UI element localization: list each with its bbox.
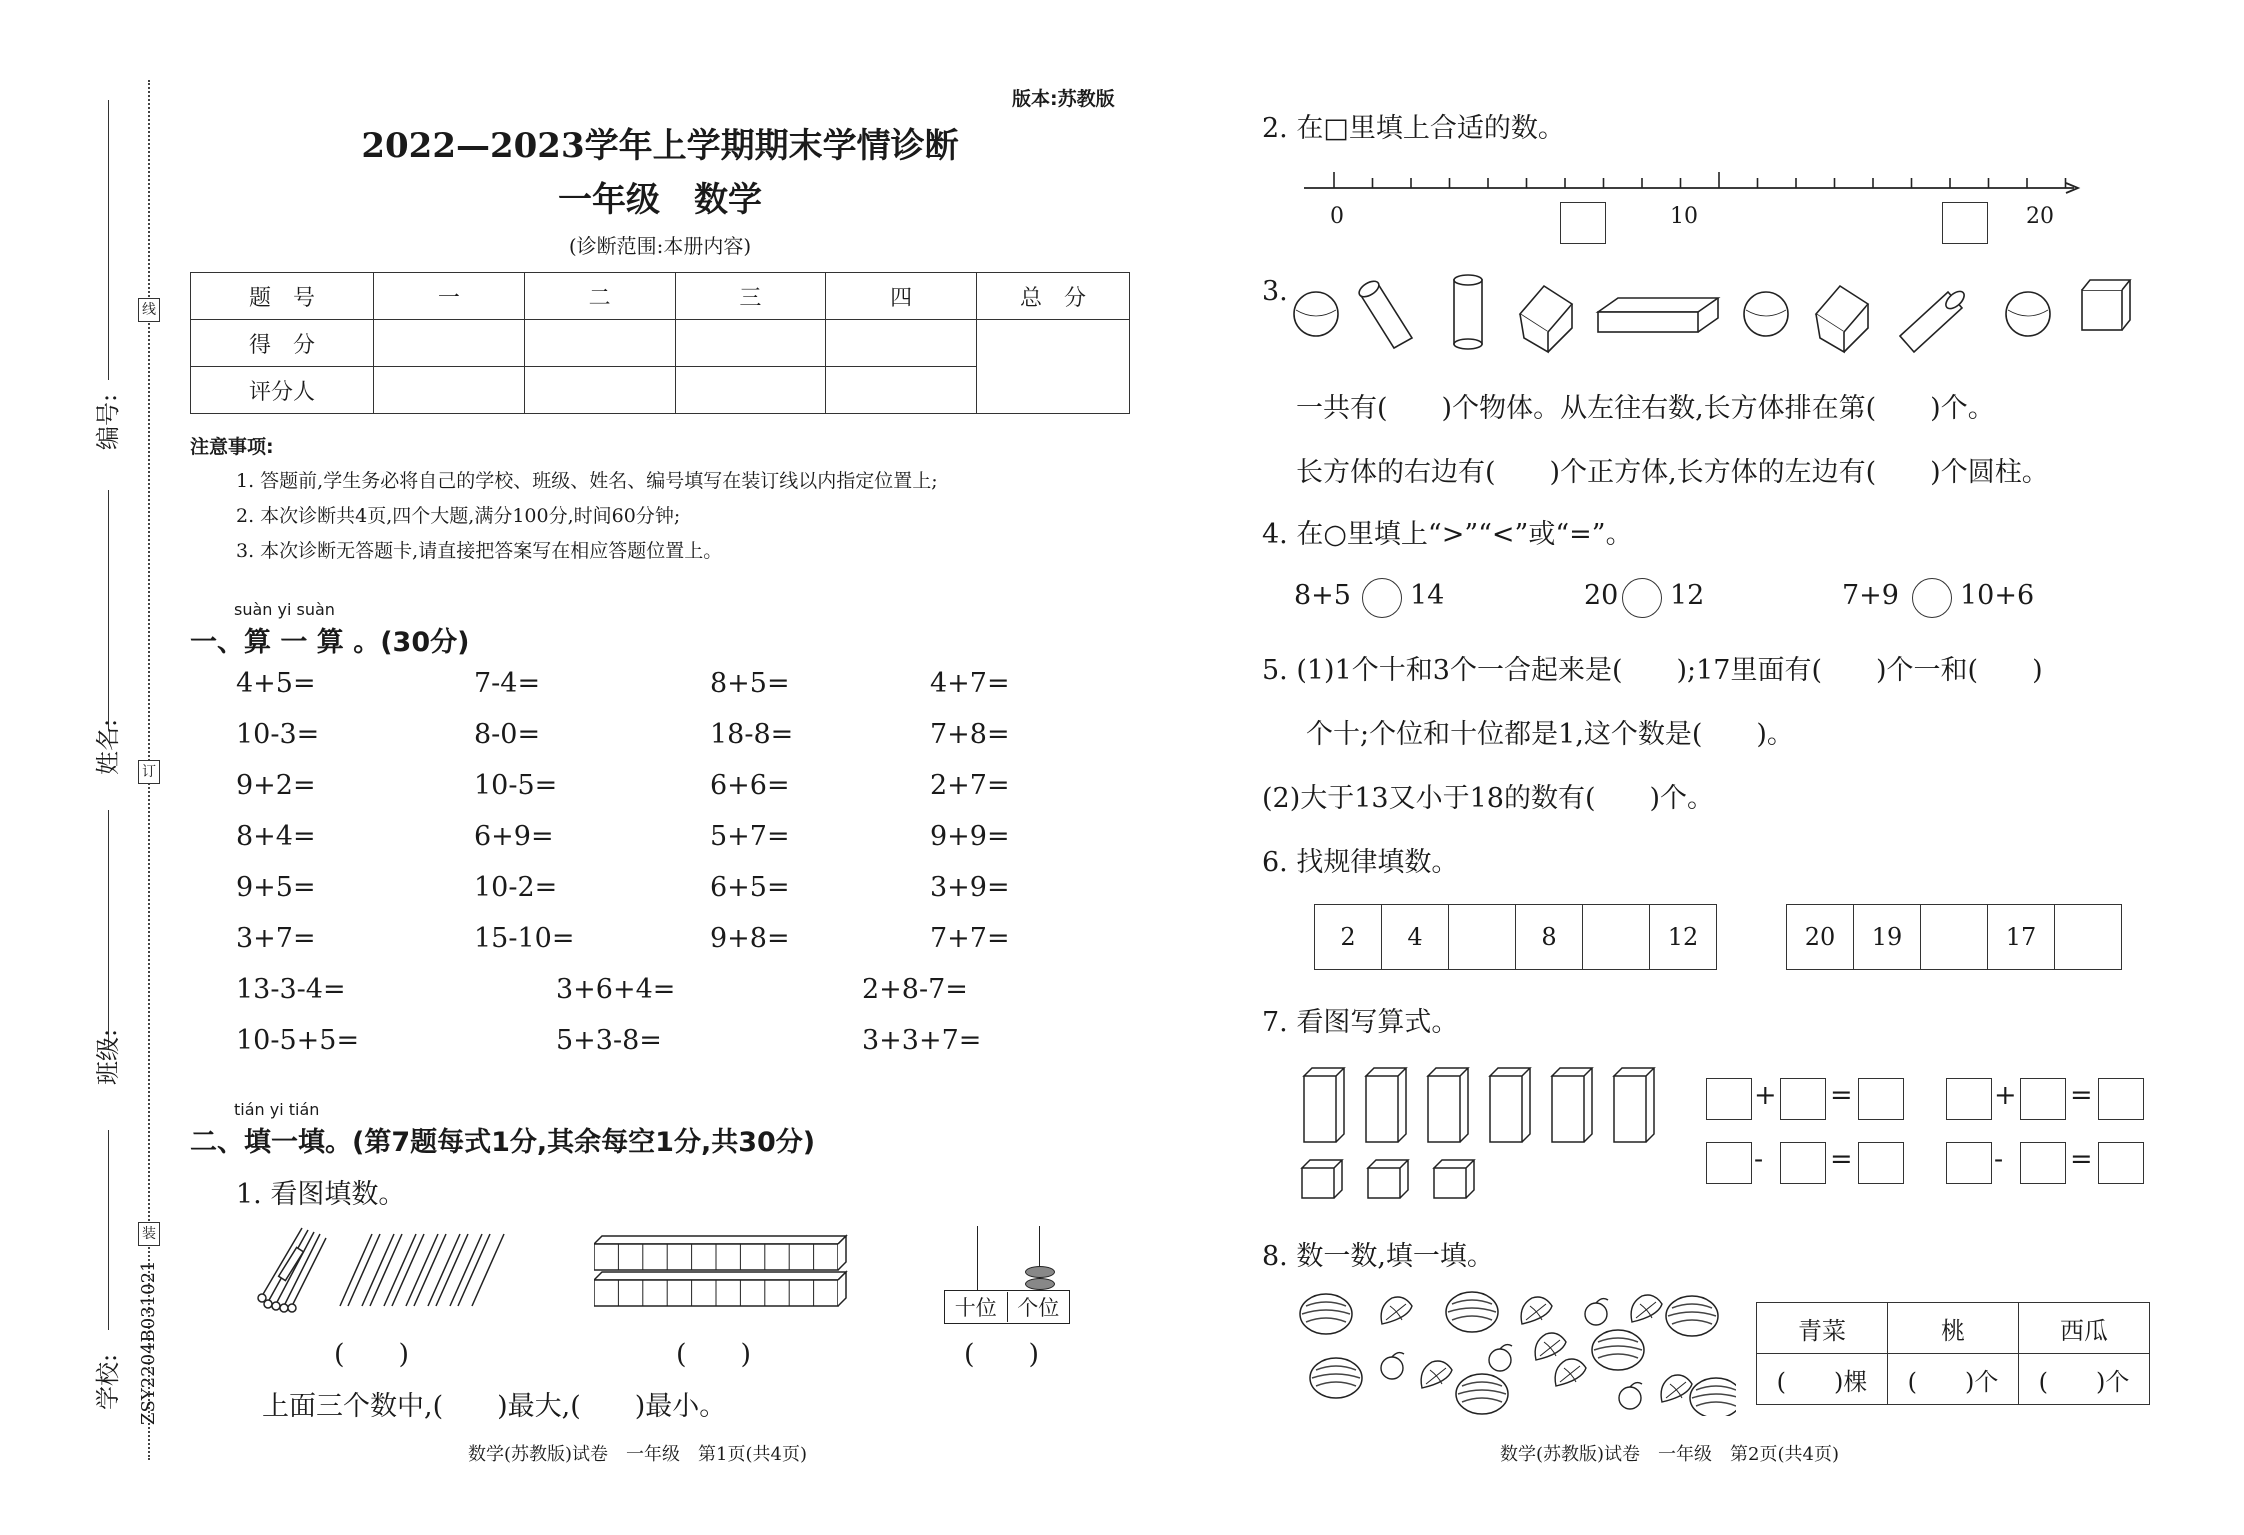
q1-label: 1. 看图填数。 xyxy=(236,1179,406,1210)
q8-header-melon: 西瓜 xyxy=(2019,1303,2150,1354)
class-label: 班级: xyxy=(94,1028,122,1085)
calc-item: 9+5= xyxy=(236,872,316,903)
q5-line2: 个十;个位和十位都是1,这个数是( )。 xyxy=(1306,719,1794,750)
peach-icon xyxy=(1381,1353,1404,1379)
q7-equals: = xyxy=(1830,1144,1853,1175)
calc-item: 7-4= xyxy=(474,668,541,699)
score-cell[interactable] xyxy=(675,320,826,367)
tall-box-icon xyxy=(1304,1068,1344,1142)
cabbage-icon xyxy=(1535,1333,1566,1360)
number-line xyxy=(1304,166,2084,206)
notice-title: 注意事项: xyxy=(190,436,274,458)
class-blank-line xyxy=(108,810,109,1050)
seq-blank-cell[interactable] xyxy=(1449,905,1516,970)
notice-item: 2. 本次诊断共4页,四个大题,满分100分,时间60分钟; xyxy=(236,505,681,527)
q7-answer-box[interactable] xyxy=(1946,1078,1992,1120)
small-box-icon xyxy=(1434,1160,1474,1198)
score-header-cell: 四 xyxy=(826,273,977,320)
q6-sequence-1 xyxy=(1314,904,1717,970)
peach-icon xyxy=(1585,1299,1608,1325)
total-score-cell[interactable] xyxy=(977,320,1130,414)
cylinder-icon xyxy=(1454,275,1482,349)
xian-mark: 线 xyxy=(138,298,160,322)
seq-cell: 12 xyxy=(1650,905,1717,970)
peach-icon xyxy=(1489,1345,1512,1371)
seq-cell: 8 xyxy=(1516,905,1583,970)
page-title: 2022—2023学年上学期期末学情诊断 xyxy=(361,126,959,166)
calc-item: 5+7= xyxy=(710,821,790,852)
grader-cell[interactable] xyxy=(374,367,525,414)
seq-cell: 17 xyxy=(1988,905,2055,970)
seq-cell: 2 xyxy=(1315,905,1382,970)
q4-right: 10+6 xyxy=(1960,580,2035,611)
q7-answer-box[interactable] xyxy=(1706,1142,1752,1184)
number-line-answer-box[interactable] xyxy=(1942,202,1988,244)
tall-box-icon xyxy=(1614,1068,1654,1142)
small-box-icon xyxy=(1368,1160,1408,1198)
q7-answer-box[interactable] xyxy=(2020,1142,2066,1184)
seq-cell: 4 xyxy=(1382,905,1449,970)
seq-cell: 19 xyxy=(1854,905,1921,970)
score-header-cell: 二 xyxy=(524,273,675,320)
calc-item: 18-8= xyxy=(710,719,794,750)
tall-box-icon xyxy=(1490,1068,1530,1142)
cabbage-icon xyxy=(1521,1297,1552,1324)
calc-item: 6+5= xyxy=(710,872,790,903)
peach-icon xyxy=(1619,1383,1642,1409)
calc-item: 3+6+4= xyxy=(556,974,676,1005)
score-cell[interactable] xyxy=(524,320,675,367)
notice-item: 3. 本次诊断无答题卡,请直接把答案写在相应答题位置上。 xyxy=(236,540,723,562)
calc-item: 3+9= xyxy=(930,872,1010,903)
q1-answer-blank[interactable]: ( ) xyxy=(964,1339,1040,1370)
calc-item: 10-3= xyxy=(236,719,320,750)
score-header-cell: 总 分 xyxy=(977,273,1130,320)
cabbage-icon xyxy=(1631,1295,1662,1322)
notice-item: 1. 答题前,学生务必将自己的学校、班级、姓名、编号填写在装订线以内指定位置上; xyxy=(236,470,938,492)
solids-figure xyxy=(1288,268,2138,356)
q7-answer-box[interactable] xyxy=(1858,1078,1904,1120)
q4-right: 12 xyxy=(1670,580,1705,611)
q7-answer-box[interactable] xyxy=(1780,1142,1826,1184)
q7-equals: = xyxy=(1830,1080,1853,1111)
q7-answer-box[interactable] xyxy=(1858,1142,1904,1184)
q7-answer-box[interactable] xyxy=(2020,1078,2066,1120)
abacus-base xyxy=(944,1290,1070,1324)
score-cell[interactable] xyxy=(374,320,525,367)
grader-cell[interactable] xyxy=(675,367,826,414)
tall-box-icon xyxy=(1366,1068,1406,1142)
grader-cell[interactable] xyxy=(524,367,675,414)
melon-icon xyxy=(1666,1296,1718,1336)
number-line-answer-box[interactable] xyxy=(1560,202,1606,244)
q7-answer-box[interactable] xyxy=(2098,1078,2144,1120)
cube-icon xyxy=(1816,286,1868,352)
q7-operator: - xyxy=(1754,1144,1764,1175)
abacus-ones-label: 个位 xyxy=(1017,1296,1060,1320)
small-box-icon xyxy=(1302,1160,1342,1198)
name-label: 姓名: xyxy=(94,718,122,775)
q4-right: 14 xyxy=(1410,580,1445,611)
tall-box-icon xyxy=(1552,1068,1592,1142)
calc-item: 10-2= xyxy=(474,872,558,903)
paper-code: ZSY2204B031021 xyxy=(138,1260,159,1425)
calc-item: 10-5+5= xyxy=(236,1025,360,1056)
cube-icon xyxy=(1520,286,1572,352)
q3-line1: 一共有( )个物体。从左往右数,长方体排在第( )个。 xyxy=(1296,393,1995,424)
seq-blank-cell[interactable] xyxy=(1921,905,1988,970)
cylinder-icon xyxy=(1356,278,1412,348)
q4-left: 7+9 xyxy=(1842,580,1899,611)
school-label: 学校: xyxy=(94,1353,122,1410)
q8-answer-peach[interactable]: ( )个 xyxy=(1888,1354,2019,1405)
calc-item: 5+3-8= xyxy=(556,1025,662,1056)
section1-pinyin: suàn yi suàn xyxy=(234,600,335,619)
scope-note: (诊断范围:本册内容) xyxy=(568,234,752,258)
calc-item: 8-0= xyxy=(474,719,541,750)
seq-cell: 20 xyxy=(1787,905,1854,970)
number-line-label-10: 10 xyxy=(1670,204,1698,229)
school-blank-line xyxy=(108,1130,109,1330)
calc-item: 8+5= xyxy=(710,668,790,699)
calc-item: 2+7= xyxy=(930,770,1010,801)
version-label: 版本:苏教版 xyxy=(1012,88,1115,110)
abacus-bead-icon xyxy=(1025,1278,1055,1290)
calc-item: 3+7= xyxy=(236,923,316,954)
ding-mark: 订 xyxy=(138,760,160,784)
calc-item: 4+5= xyxy=(236,668,316,699)
sticks-bundle-figure xyxy=(256,1220,506,1320)
score-header-cell: 三 xyxy=(675,273,826,320)
stick-bundle-icon xyxy=(258,1228,326,1312)
tall-box-icon xyxy=(1428,1068,1468,1142)
calc-item: 7+8= xyxy=(930,719,1010,750)
page-subtitle: 一年级 数学 xyxy=(558,180,762,220)
q7-operator: + xyxy=(1994,1080,2017,1111)
q8-count-table xyxy=(1756,1302,2150,1405)
calc-item: 4+7= xyxy=(930,668,1010,699)
sphere-icon xyxy=(1294,292,1338,336)
score-header-cell: 题 号 xyxy=(191,273,374,320)
q4-compare-circle[interactable] xyxy=(1362,578,1402,618)
q8-header-peach: 桃 xyxy=(1888,1303,2019,1354)
cuboid-icon xyxy=(1598,298,1718,332)
q4-left: 20 xyxy=(1584,580,1619,611)
sphere-icon xyxy=(1744,292,1788,336)
name-blank-line xyxy=(108,490,109,730)
section1-title: 一、算 一 算 。(30分) xyxy=(190,627,470,658)
cabbage-icon xyxy=(1421,1361,1452,1388)
grader-row-label: 评分人 xyxy=(191,367,374,414)
q7-boxes-figure xyxy=(1296,1062,1676,1212)
footer-right: 数学(苏教版)试卷 一年级 第2页(共4页) xyxy=(1500,1444,1839,1465)
section2-pinyin: tián yi tián xyxy=(234,1100,320,1119)
cabbage-icon xyxy=(1555,1359,1586,1386)
seq-blank-cell[interactable] xyxy=(2055,905,2122,970)
q7-label: 7. 看图写算式。 xyxy=(1262,1007,1459,1038)
number-line-label-20: 20 xyxy=(2026,204,2054,229)
q8-vegetables-figure xyxy=(1296,1286,1736,1416)
q4-left: 8+5 xyxy=(1294,580,1351,611)
q8-answer-cabbage[interactable]: ( )棵 xyxy=(1757,1354,1888,1405)
bianhao-blank-line xyxy=(108,100,109,380)
calc-item: 8+4= xyxy=(236,821,316,852)
grader-cell[interactable] xyxy=(826,367,977,414)
melon-icon xyxy=(1592,1330,1644,1370)
abacus-figure xyxy=(944,1226,1070,1322)
calc-item: 6+6= xyxy=(710,770,790,801)
q1-answer-blank[interactable]: ( ) xyxy=(676,1339,752,1370)
calc-item: 9+2= xyxy=(236,770,316,801)
cylinder-icon xyxy=(1900,288,1967,352)
q4-compare-circle[interactable] xyxy=(1622,578,1662,618)
bianhao-label: 编号: xyxy=(94,393,122,450)
abacus-tens-label: 十位 xyxy=(945,1292,1008,1322)
q8-answer-melon[interactable]: ( )个 xyxy=(2019,1354,2150,1405)
q7-equals: = xyxy=(2070,1080,2093,1111)
seq-blank-cell[interactable] xyxy=(1583,905,1650,970)
melon-icon xyxy=(1446,1292,1498,1332)
calc-item: 9+9= xyxy=(930,821,1010,852)
calc-item: 9+8= xyxy=(710,923,790,954)
q1-compare-line: 上面三个数中,( )最大,( )最小。 xyxy=(262,1391,727,1422)
q2-label: 2. 在□里填上合适的数。 xyxy=(1262,113,1565,144)
sphere-icon xyxy=(2006,292,2050,336)
melon-icon xyxy=(1690,1378,1736,1416)
melon-icon xyxy=(1300,1294,1352,1334)
q8-label: 8. 数一数,填一填。 xyxy=(1262,1241,1494,1272)
q7-answer-box[interactable] xyxy=(1706,1078,1752,1120)
q7-operator: + xyxy=(1754,1080,1777,1111)
q5-line1: 5. (1)1个十和3个一合起来是( );17里面有( )个一和( ) xyxy=(1262,655,2043,686)
cabbage-icon xyxy=(1661,1375,1692,1402)
q1-answer-blank[interactable]: ( ) xyxy=(334,1339,410,1370)
q6-label: 6. 找规律填数。 xyxy=(1262,847,1459,878)
q6-sequence-2 xyxy=(1786,904,2122,970)
footer-left: 数学(苏教版)试卷 一年级 第1页(共4页) xyxy=(468,1444,807,1465)
score-cell[interactable] xyxy=(826,320,977,367)
q3-line2: 长方体的右边有( )个正方体,长方体的左边有( )个圆柱。 xyxy=(1296,457,2049,488)
calc-item: 15-10= xyxy=(474,923,575,954)
calc-item: 7+7= xyxy=(930,923,1010,954)
cabbage-icon xyxy=(1381,1297,1412,1324)
zhuang-mark: 装 xyxy=(138,1222,160,1246)
q7-answer-box[interactable] xyxy=(1780,1078,1826,1120)
q7-operator: - xyxy=(1994,1144,2004,1175)
section2-title: 二、填一填。(第7题每式1分,其余每空1分,共30分) xyxy=(190,1127,816,1158)
melon-icon xyxy=(1456,1374,1508,1414)
calc-item: 10-5= xyxy=(474,770,558,801)
q8-header-cabbage: 青菜 xyxy=(1757,1303,1888,1354)
q7-answer-box[interactable] xyxy=(1946,1142,1992,1184)
q7-answer-box[interactable] xyxy=(2098,1142,2144,1184)
number-line-label-0: 0 xyxy=(1330,204,1344,229)
cube-icon xyxy=(2082,280,2130,330)
q4-compare-circle[interactable] xyxy=(1912,578,1952,618)
q3-number: 3. xyxy=(1262,276,1288,307)
abacus-bead-icon xyxy=(1025,1266,1055,1278)
calc-item: 3+3+7= xyxy=(862,1025,982,1056)
q7-equals: = xyxy=(2070,1144,2093,1175)
q5-line3: (2)大于13又小于18的数有( )个。 xyxy=(1262,783,1715,814)
calc-item: 2+8-7= xyxy=(862,974,968,1005)
calc-item: 6+9= xyxy=(474,821,554,852)
q4-label: 4. 在○里填上“>”“<”或“=”。 xyxy=(1262,519,1633,550)
melon-icon xyxy=(1310,1358,1362,1398)
score-table xyxy=(190,272,1130,414)
single-sticks-icon xyxy=(340,1234,504,1306)
cube-rods-figure xyxy=(594,1234,850,1322)
score-header-cell: 一 xyxy=(374,273,525,320)
calc-item: 13-3-4= xyxy=(236,974,346,1005)
score-row-label: 得 分 xyxy=(191,320,374,367)
